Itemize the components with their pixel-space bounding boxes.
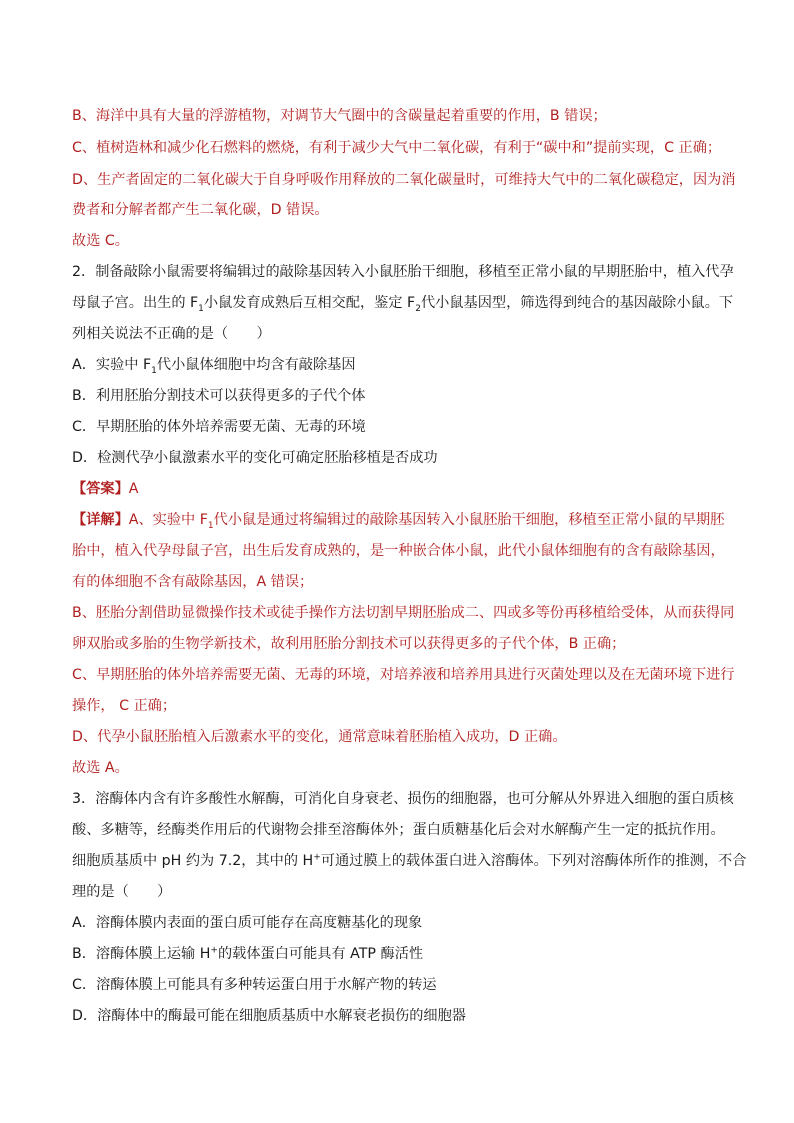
q2-detail-b-line2: 卵双胎或多胎的生物学新技术，故利用胚胎分割技术可以获得更多的子代个体，B 正确； — [72, 636, 626, 652]
detail-tag: 【详解】 — [72, 512, 129, 528]
q2-stem-line3: 列相关说法不正确的是（ ） — [72, 326, 271, 342]
q2-detail-c-line2: 操作， C 正确； — [72, 698, 177, 714]
q2-detail-a-line3: 有的体细胞不含有敲除基因，A 错误； — [72, 574, 314, 590]
q2-option-b: B．利用胚胎分割技术可以获得更多的子代个体 — [72, 388, 366, 404]
q3-stem-line4: 理的是（ ） — [72, 884, 172, 900]
q2-option-a: A．实验中 $F_1$代小鼠体细胞中均含有敲除基因 — [72, 357, 356, 376]
prev-explain-d-line1: D、生产者固定的二氧化碳大于自身呼吸作用释放的二氧化碳量时，可维持大气中的二氧化碳稳定，因为消 — [72, 172, 736, 188]
q2-conclusion: 故选 A。 — [72, 760, 129, 776]
q2-detail-b-line1: B、胚胎分割借助显微操作技术或徒手操作方法切割早期胚胎成二、四或多等份再移植给受体，从而获得同 — [72, 605, 735, 621]
answer-tag: 【答案】 — [72, 481, 129, 497]
q2-option-c: C．早期胚胎的体外培养需要无菌、无毒的环境 — [72, 419, 366, 435]
q2-stem-line2: 母鼠子宫。出生的 $F_1$小鼠发育成熟后互相交配，鉴定 $F_2$代小鼠基因型，筛选得到纯合的基因敲除小鼠。下 — [72, 295, 734, 314]
q3-option-a: A．溶酶体膜内表面的蛋白质可能存在高度糖基化的现象 — [72, 915, 423, 931]
prev-explain-c: C、植树造林和减少化石燃料的燃烧，有利于减少大气中二氧化碳，有利于“碳中和”提前实现，C 正确； — [72, 140, 722, 156]
q2-detail-c-line1: C、早期胚胎的体外培养需要无菌、无毒的环境，对培养液和培养用具进行灭菌处理以及在无菌环境下进行 — [72, 667, 735, 683]
q2-answer — [72, 479, 138, 499]
q3-option-b: B．溶酶体膜上运输 H+的载体蛋白可能具有 ATP 酶活性 — [72, 945, 424, 962]
prev-explain-d-line2: 费者和分解者都产生二氧化碳，D 错误。 — [72, 202, 329, 218]
q3-option-d: D．溶酶体中的酶最可能在细胞质基质中水解衰老损伤的细胞器 — [72, 1008, 466, 1024]
prev-conclusion: 故选 C。 — [72, 233, 129, 249]
q3-option-c: C．溶酶体膜上可能具有多种转运蛋白用于水解产物的转运 — [72, 977, 437, 993]
q3-stem-line1: 3．溶酶体内含有许多酸性水解酶，可消化自身衰老、损伤的细胞器，也可分解从外界进入细胞的蛋白质核 — [72, 791, 734, 807]
q2-detail-a-line1: 【详解】A、实验中 $F_1$代小鼠是通过将编辑过的敲除基因转入小鼠胚胎干细胞，移植至正常小鼠的早期胚 — [72, 512, 725, 531]
q2-stem-line1: 2．制备敲除小鼠需要将编辑过的敲除基因转入小鼠胚胎干细胞，移植至正常小鼠的早期胚胎中，植入代孕 — [72, 264, 734, 280]
q3-stem-line3: 细胞质基质中 pH 约为 7.2，其中的 H+可通过膜上的载体蛋白进入溶酶体。下列对溶酶体所作的推测，不合 — [72, 852, 747, 869]
q2-option-d: D．检测代孕小鼠激素水平的变化可确定胚胎移植是否成功 — [72, 450, 438, 466]
q3-stem-line2: 酸、多糖等，经酶类作用后的代谢物会排至溶酶体外；蛋白质糖基化后会对水解酶产生一定的抵抗作用。 — [72, 822, 725, 838]
q2-detail-a-line2: 胎中，植入代孕母鼠子宫，出生后发育成熟的，是一种嵌合体小鼠，此代小鼠体细胞有的含有敲除基因， — [72, 543, 725, 559]
q2-detail-d: D、代孕小鼠胚胎植入后激素水平的变化，通常意味着胚胎植入成功，D 正确。 — [72, 729, 567, 745]
answer-value: A — [128, 481, 139, 497]
prev-explain-b: B、海洋中具有大量的浮游植物，对调节大气圈中的含碳量起着重要的作用，B 错误； — [72, 108, 607, 124]
